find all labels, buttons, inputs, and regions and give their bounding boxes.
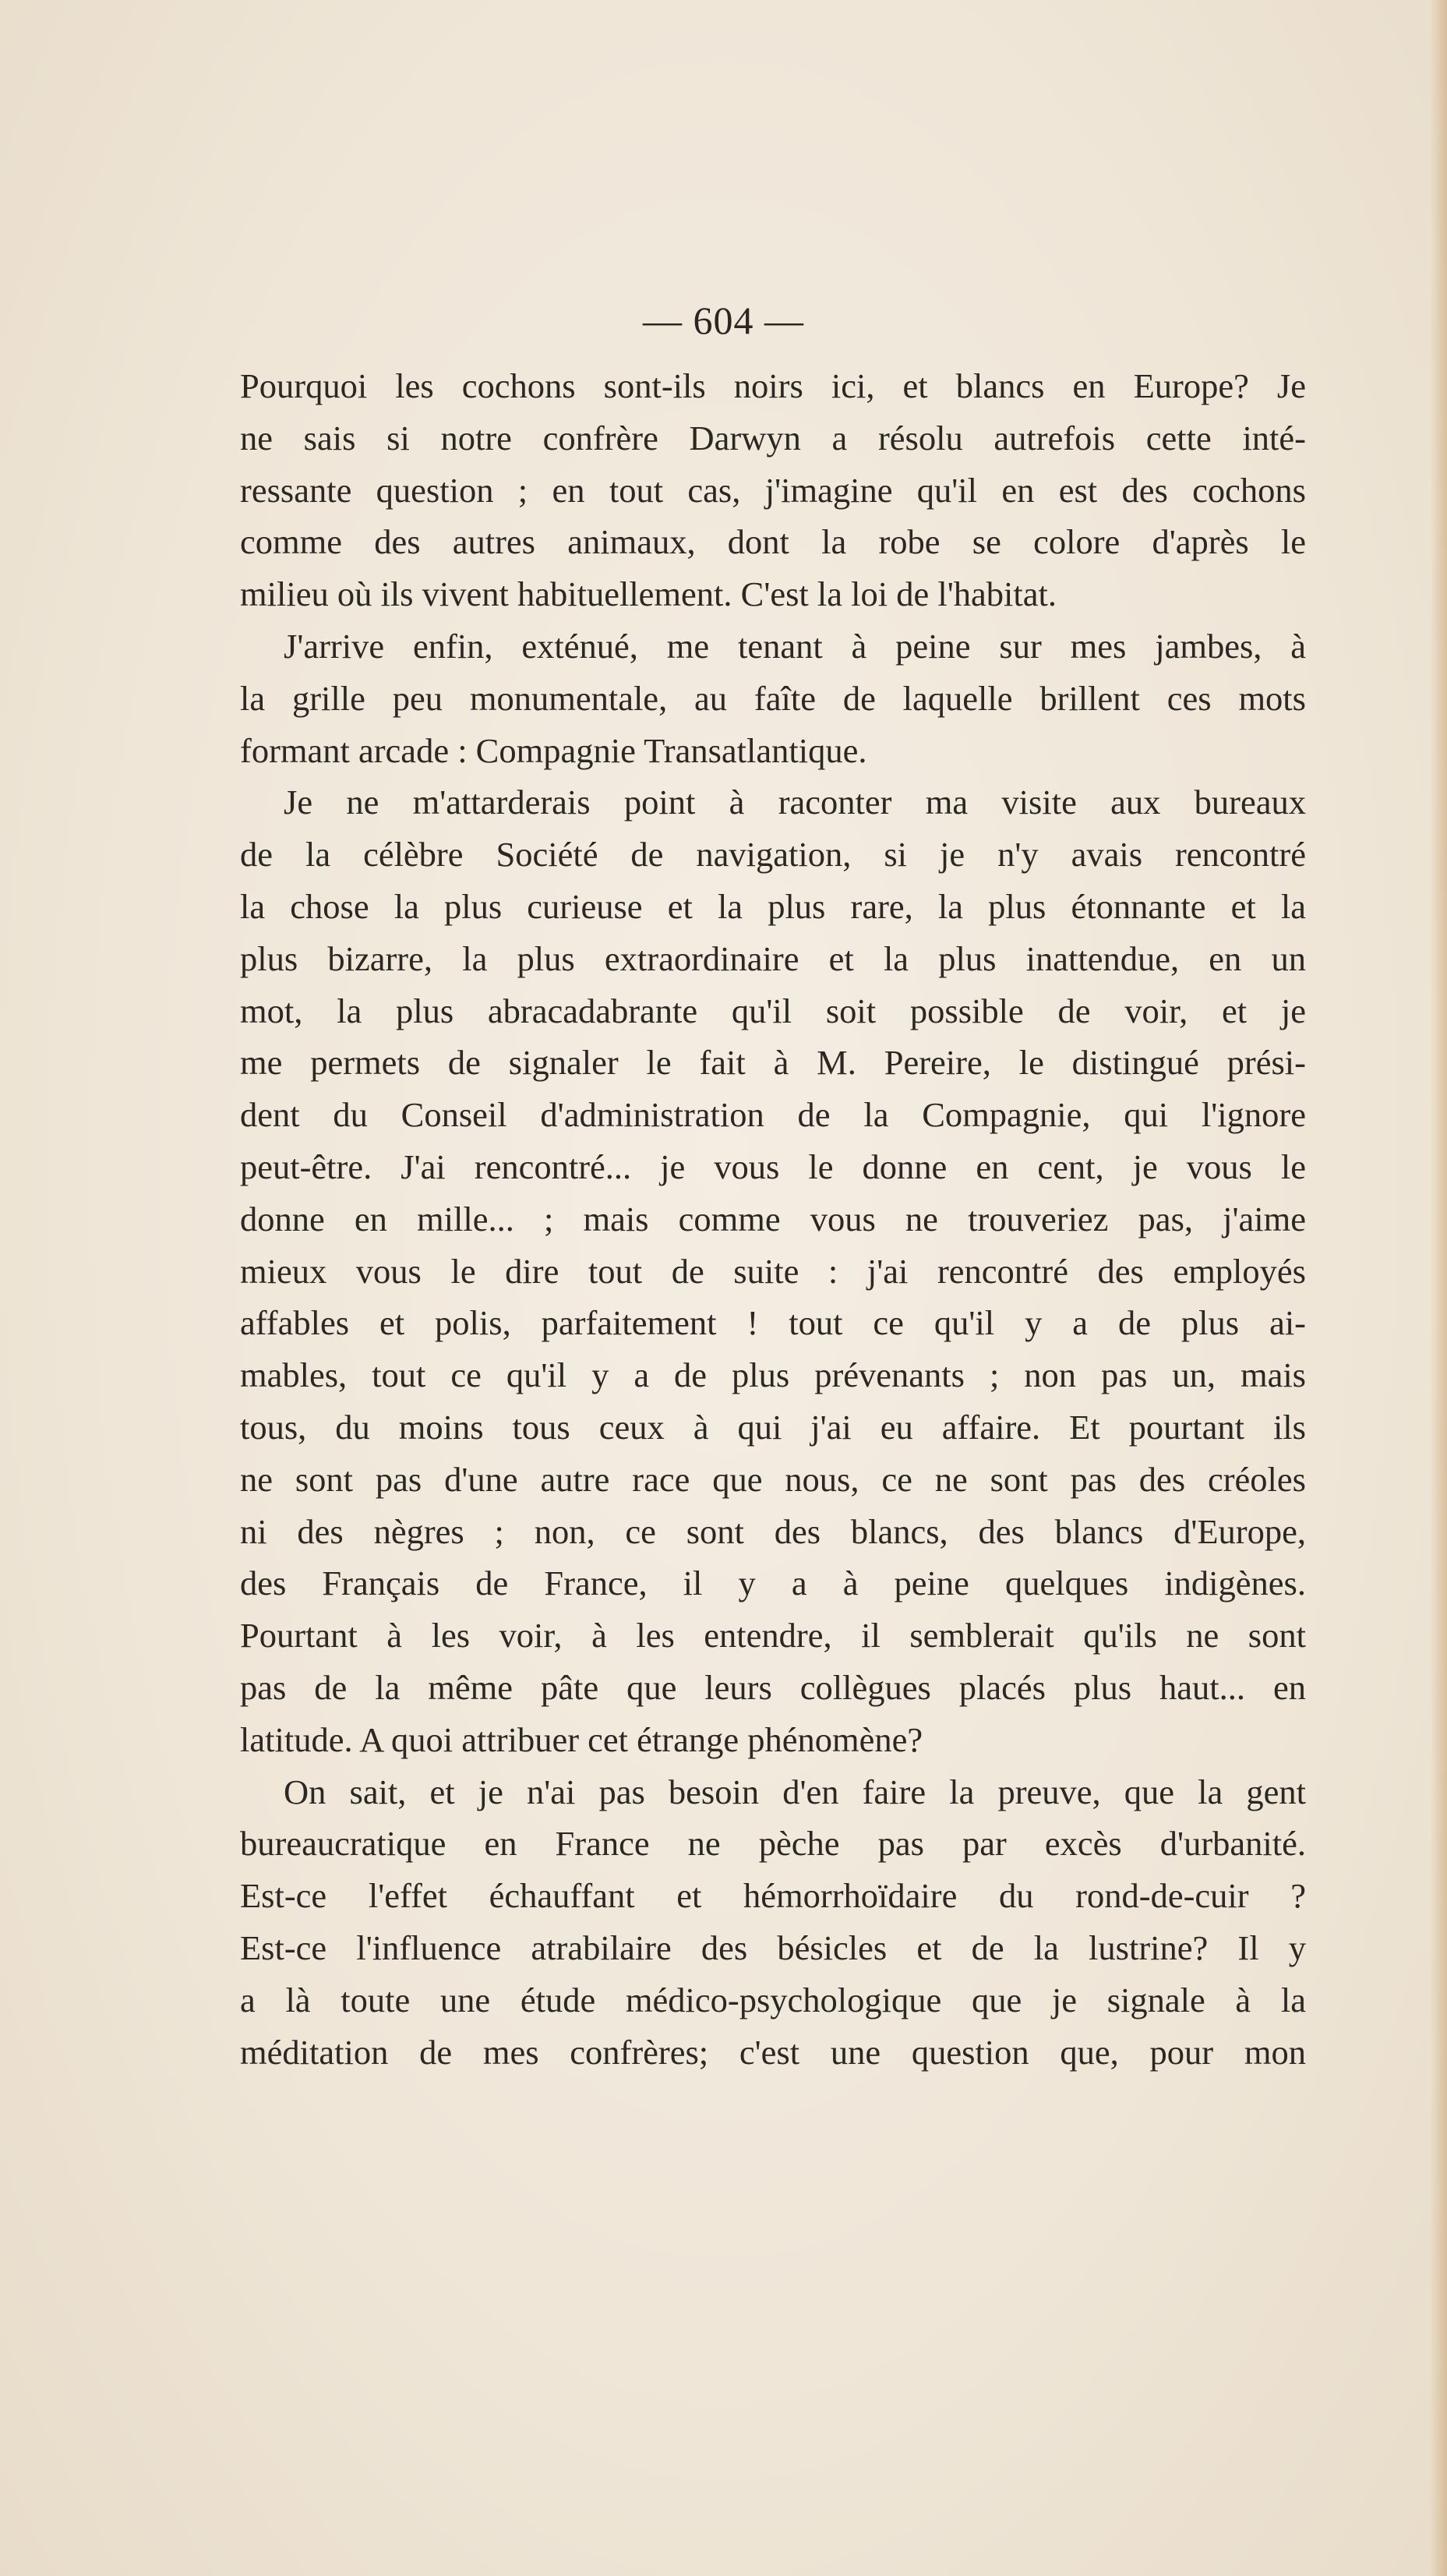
text-line: mieux vous le dire tout de suite : j'ai rencontré des employés xyxy=(240,1251,1306,1291)
text-line: ne sont pas d'une autre race que nous, ce ne sont pas des créoles xyxy=(240,1459,1306,1499)
page-number-header: — 604 — xyxy=(643,299,804,342)
text-line: comme des autres animaux, dont la robe se colore d'après le xyxy=(240,522,1306,562)
text-line: donne en mille... ; mais comme vous ne trouveriez pas, j'aime xyxy=(240,1199,1306,1239)
text-line: plus bizarre, la plus extraordinaire et la plus inattendue, en un xyxy=(240,938,1306,978)
text-line: On sait, et je n'ai pas besoin d'en faire la preuve, que la gent xyxy=(284,1772,1306,1811)
paragraph-3 xyxy=(240,776,1306,1765)
text-line: pas de la même pâte que leurs collègues placés plus haut... en xyxy=(240,1667,1306,1707)
text-line: mot, la plus abracadabrante qu'il soit possible de voir, et je xyxy=(240,991,1306,1030)
text-line: J'arrive enfin, exténué, me tenant à peine sur mes jambes, à xyxy=(284,626,1306,666)
text-line: tous, du moins tous ceux à qui j'ai eu affaire. Et pourtant ils xyxy=(240,1407,1306,1447)
paragraph-1 xyxy=(240,360,1306,620)
text-line: Pourquoi les cochons sont-ils noirs ici, et blancs en Europe? Je xyxy=(240,366,1306,405)
text-line: latitude. A quoi attribuer cet étrange phénomène? xyxy=(240,1719,923,1759)
text-line: méditation de mes confrères; c'est une question que, pour mon xyxy=(240,2032,1306,2072)
text-line: ne sais si notre confrère Darwyn a résolu autrefois cette inté- xyxy=(240,418,1306,458)
text-line: dent du Conseil d'administration de la Compagnie, qui l'ignore xyxy=(240,1095,1306,1135)
text-line: Est-ce l'influence atrabilaire des bésicles et de la lustrine? Il y xyxy=(240,1928,1306,1967)
page-edge-shadow xyxy=(1430,0,1447,2576)
text-line: Je ne m'attarderais point à raconter ma visite aux bureaux xyxy=(284,783,1306,822)
text-line: mables, tout ce qu'il y a de plus prévenants ; non pas un, mais xyxy=(240,1355,1306,1395)
body-text xyxy=(240,360,1306,2078)
text-line: la grille peu monumentale, au faîte de laquelle brillent ces mots xyxy=(240,678,1306,718)
text-line: affables et polis, parfaitement ! tout ce qu'il y a de plus ai- xyxy=(240,1303,1306,1343)
text-line: formant arcade : Compagnie Transatlantique. xyxy=(240,730,867,770)
text-line: ni des nègres ; non, ce sont des blancs, des blancs d'Europe, xyxy=(240,1511,1306,1551)
text-line: Est-ce l'effet échauffant et hémorrhoïdaire du rond-de-cuir ? xyxy=(240,1876,1306,1916)
text-line: la chose la plus curieuse et la plus rare, la plus étonnante et la xyxy=(240,886,1306,926)
text-line: ressante question ; en tout cas, j'imagine qu'il en est des cochons xyxy=(240,470,1306,510)
text-line: Pourtant à les voir, à les entendre, il semblerait qu'ils ne sont xyxy=(240,1616,1306,1655)
text-line: bureaucratique en France ne pèche pas par excès d'urbanité. xyxy=(240,1824,1306,1864)
text-line: peut-être. J'ai rencontré... je vous le donne en cent, je vous le xyxy=(240,1147,1306,1186)
text-line: des Français de France, il y a à peine quelques indigènes. xyxy=(240,1564,1306,1603)
text-line: milieu où ils vivent habituellement. C'est la loi de l'habitat. xyxy=(240,574,1057,614)
text-line: me permets de signaler le fait à M. Pereire, le distingué prési- xyxy=(240,1043,1306,1083)
paragraph-2 xyxy=(240,620,1306,776)
text-line: a là toute une étude médico-psychologique que je signale à la xyxy=(240,1980,1306,2019)
text-line: de la célèbre Société de navigation, si je n'y avais rencontré xyxy=(240,835,1306,875)
paragraph-4 xyxy=(240,1766,1306,2079)
